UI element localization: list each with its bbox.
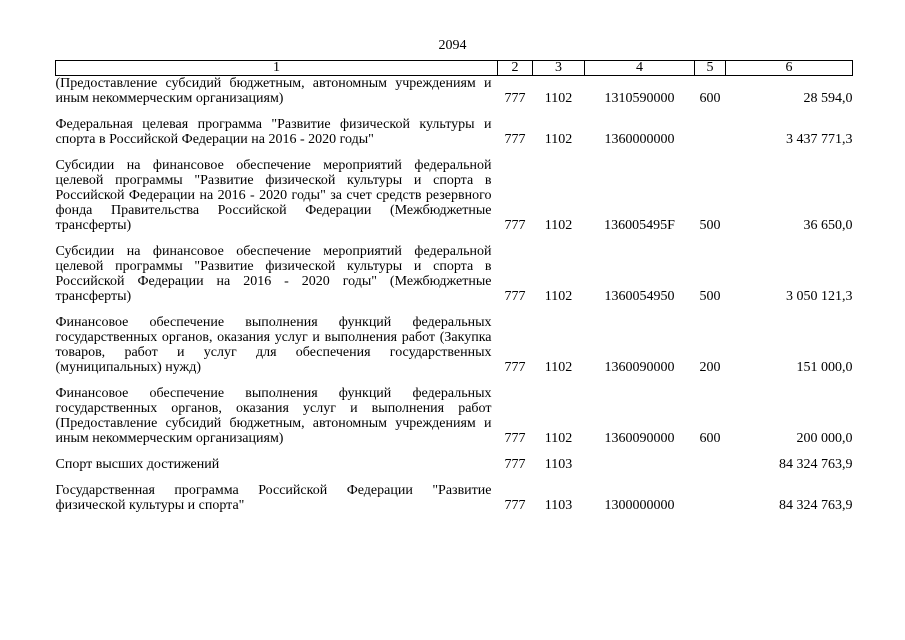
row-target-code: 136005495F bbox=[604, 218, 675, 233]
row-admin-code: 777 bbox=[504, 457, 526, 472]
row-name: Субсидии на финансовое обеспечение мероприятий федеральной целевой программы "Развитие физической культуры и спорта в Российской Федерации на 2016 - 2020 годы" за счет средств резервного фонда Правительства Российской Федерации (Межбюджетные трансферты) bbox=[55, 158, 492, 233]
budget-table bbox=[55, 60, 853, 513]
row-name: Финансовое обеспечение выполнения функций федеральных государственных органов, оказания услуг и выполнения работ (Закупка товаров, работ и услуг для обеспечения государственных (муниципальных) нужд) bbox=[55, 315, 492, 375]
header-col-2: 2 bbox=[498, 61, 533, 76]
row-expense-type bbox=[695, 106, 726, 147]
row-target-code bbox=[585, 446, 695, 472]
row-amount: 200 000,0 bbox=[796, 431, 853, 446]
row-section-code: 1102 bbox=[544, 132, 573, 147]
row-section-code: 1102 bbox=[544, 360, 573, 375]
row-target-code: 1360000000 bbox=[604, 132, 675, 147]
table-row bbox=[56, 147, 853, 233]
row-section-code: 1103 bbox=[544, 457, 573, 472]
page-number: 2094 bbox=[438, 38, 467, 53]
row-target-code: 1360054950 bbox=[604, 289, 675, 304]
row-expense-type: 600 bbox=[699, 431, 721, 446]
row-expense-type bbox=[695, 472, 726, 513]
row-name: Государственная программа Российской Федерации "Развитие физической культуры и спорта" bbox=[55, 483, 492, 513]
table-row bbox=[56, 375, 853, 446]
table-row bbox=[56, 446, 853, 472]
row-target-code: 1300000000 bbox=[604, 498, 675, 513]
row-expense-type: 600 bbox=[699, 91, 721, 106]
row-admin-code: 777 bbox=[504, 91, 526, 106]
header-row bbox=[56, 61, 853, 76]
header-col-6: 6 bbox=[726, 61, 853, 76]
row-amount: 151 000,0 bbox=[796, 360, 853, 375]
header-col-5: 5 bbox=[695, 61, 726, 76]
row-target-code: 1360090000 bbox=[604, 360, 675, 375]
row-expense-type bbox=[695, 446, 726, 472]
row-amount: 3 050 121,3 bbox=[786, 289, 853, 304]
row-target-code: 1310590000 bbox=[604, 91, 675, 106]
row-amount: 84 324 763,9 bbox=[779, 498, 853, 513]
row-admin-code: 777 bbox=[504, 218, 526, 233]
row-name: (Предоставление субсидий бюджетным, автономным учреждениям и иным некоммерческим организациям) bbox=[55, 76, 492, 106]
header-col-4: 4 bbox=[585, 61, 695, 76]
row-admin-code: 777 bbox=[504, 498, 526, 513]
row-name: Спорт высших достижений bbox=[55, 457, 220, 472]
row-admin-code: 777 bbox=[504, 431, 526, 446]
table-row bbox=[56, 472, 853, 513]
table-row bbox=[56, 233, 853, 304]
table-row bbox=[56, 304, 853, 375]
row-amount: 3 437 771,3 bbox=[786, 132, 853, 147]
row-section-code: 1102 bbox=[544, 91, 573, 106]
row-section-code: 1103 bbox=[544, 498, 573, 513]
row-expense-type: 500 bbox=[699, 218, 721, 233]
table-row bbox=[56, 76, 853, 107]
table-row bbox=[56, 106, 853, 147]
row-admin-code: 777 bbox=[504, 360, 526, 375]
row-name: Финансовое обеспечение выполнения функций федеральных государственных органов, оказания услуг и выполнения работ (Предоставление субсидий бюджетным, автономным учреждениям и иным некоммерческим организациям) bbox=[55, 386, 492, 446]
row-section-code: 1102 bbox=[544, 289, 573, 304]
row-target-code: 1360090000 bbox=[604, 431, 675, 446]
row-section-code: 1102 bbox=[544, 218, 573, 233]
row-admin-code: 777 bbox=[504, 132, 526, 147]
row-section-code: 1102 bbox=[544, 431, 573, 446]
header-col-3: 3 bbox=[533, 61, 585, 76]
row-amount: 84 324 763,9 bbox=[779, 457, 853, 472]
row-amount: 36 650,0 bbox=[803, 218, 853, 233]
header-col-1: 1 bbox=[56, 61, 498, 76]
row-amount: 28 594,0 bbox=[803, 91, 853, 106]
row-name: Федеральная целевая программа "Развитие физической культуры и спорта в Российской Федерации на 2016 - 2020 годы" bbox=[55, 117, 492, 147]
row-name: Субсидии на финансовое обеспечение мероприятий федеральной целевой программы "Развитие физической культуры и спорта в Российской Федерации на 2016 - 2020 годы" (Межбюджетные трансферты) bbox=[55, 244, 492, 304]
row-admin-code: 777 bbox=[504, 289, 526, 304]
row-expense-type: 500 bbox=[699, 289, 721, 304]
row-expense-type: 200 bbox=[699, 360, 721, 375]
